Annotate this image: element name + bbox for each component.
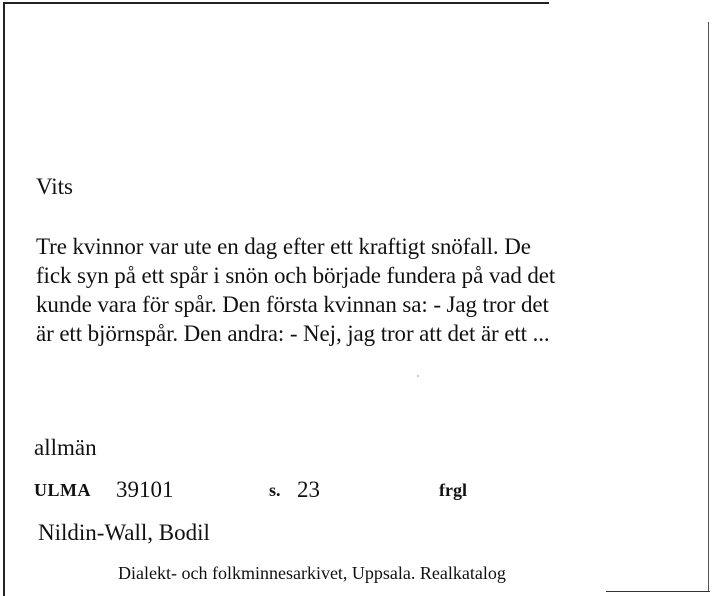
card-border-left (3, 2, 5, 596)
body-line: är ett björnspår. Den andra: - Nej, jag tror att det är ett ... (36, 321, 550, 346)
card-footer: Dialekt- och folkminnesarkivet, Uppsala. Realkatalog (118, 563, 506, 583)
page-label: s. (269, 480, 281, 500)
card-border-top (4, 2, 549, 4)
card-category: allmän (34, 435, 97, 460)
body-line: Tre kvinnor var ute en dag efter ett kraftigt snöfall. De (36, 234, 531, 259)
card-body-text (36, 232, 686, 348)
page-number: 23 (297, 477, 320, 502)
scan-speck (417, 375, 419, 377)
body-line: fick syn på ett spår i snön och började fundera på vad det (36, 263, 556, 288)
reference-code: frgl (439, 480, 467, 500)
body-line: kunde vara för spår. Den första kvinnan sa: - Jag tror det (36, 292, 549, 317)
archive-number: 39101 (116, 477, 174, 502)
card-border-bottom (606, 591, 710, 592)
archive-label: ULMA (34, 480, 91, 500)
card-title: Vits (36, 174, 73, 199)
reference-row (34, 477, 694, 507)
card-border-right (708, 22, 709, 592)
card-author: Nildin-Wall, Bodil (38, 520, 210, 545)
